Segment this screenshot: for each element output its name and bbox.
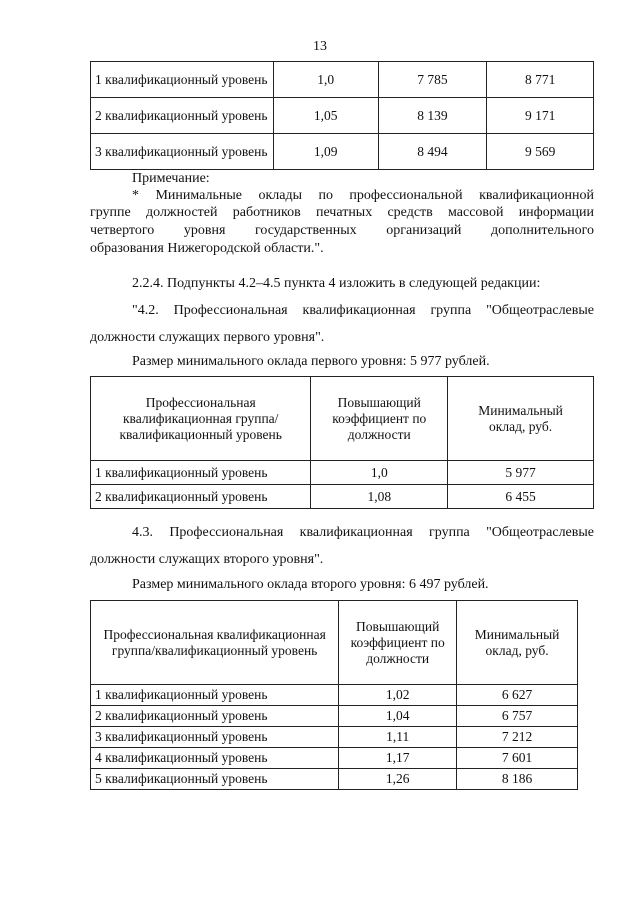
level-cell: 2 квалификационный уровень [91, 98, 274, 134]
header-group: Профессиональная квалификационная группа/квалификационный уровень [91, 601, 339, 685]
salary-cell: 8 186 [457, 769, 578, 790]
table-row [91, 134, 594, 170]
coef-cell: 1,05 [273, 98, 378, 134]
level-cell: 4 квалификационный уровень [91, 748, 339, 769]
section-4-3-heading: 4.3. Профессиональная квалификационная группа "Общеотраслевые [132, 525, 594, 540]
header-salary: Минимальный оклад, руб. [448, 377, 594, 461]
table-row [91, 748, 578, 769]
note-line: группе должностей работников печатных средств массовой информации [90, 205, 594, 220]
header-coefficient: Повышающий коэффициент по должности [339, 601, 457, 685]
salary-cell: 7 212 [457, 727, 578, 748]
section-4-2-heading-cont: должности служащих первого уровня". [90, 330, 325, 345]
salary-cell: 7 785 [378, 62, 487, 98]
table-row [91, 461, 594, 485]
page-number: 13 [313, 39, 327, 54]
level-cell: 1 квалификационный уровень [91, 461, 311, 485]
paragraph-2-2-4: 2.2.4. Подпункты 4.2–4.5 пункта 4 изложить в следующей редакции: [132, 276, 541, 291]
note-title: Примечание: [132, 171, 210, 186]
section-4-2-salary: Размер минимального оклада первого уровня: 5 977 рублей. [132, 354, 490, 369]
section-4-3-heading-cont: должности служащих второго уровня". [90, 552, 324, 567]
header-group: Профессиональная квалификационная группа/квалификационный уровень [91, 377, 311, 461]
table-header-row [91, 601, 578, 685]
table-row [91, 485, 594, 509]
coef-cell: 1,09 [273, 134, 378, 170]
coef-cell: 1,04 [339, 706, 457, 727]
table-continuation [90, 61, 594, 170]
level-cell: 2 квалификационный уровень [91, 485, 311, 509]
level-cell: 3 квалификационный уровень [91, 727, 339, 748]
salary-cell: 6 455 [448, 485, 594, 509]
salary-cell: 9 569 [487, 134, 594, 170]
table-row [91, 727, 578, 748]
coef-cell: 1,17 [339, 748, 457, 769]
coef-cell: 1,11 [339, 727, 457, 748]
salary-cell: 7 601 [457, 748, 578, 769]
level-cell: 1 квалификационный уровень [91, 685, 339, 706]
section-4-2-heading: "4.2. Профессиональная квалификационная группа "Общеотраслевые [132, 303, 594, 318]
level-cell: 3 квалификационный уровень [91, 134, 274, 170]
coef-cell: 1,08 [311, 485, 448, 509]
level-cell: 2 квалификационный уровень [91, 706, 339, 727]
header-coefficient: Повышающий коэффициент по должности [311, 377, 448, 461]
salary-cell: 6 757 [457, 706, 578, 727]
table-header-row [91, 377, 594, 461]
header-salary: Минимальный оклад, руб. [457, 601, 578, 685]
table-row [91, 706, 578, 727]
table-row [91, 685, 578, 706]
table-row [91, 62, 594, 98]
section-4-3-salary: Размер минимального оклада второго уровня: 6 497 рублей. [132, 577, 489, 592]
note-line: образования Нижегородской области.". [90, 241, 324, 256]
level-cell: 5 квалификационный уровень [91, 769, 339, 790]
table-row [91, 769, 578, 790]
salary-cell: 6 627 [457, 685, 578, 706]
coef-cell: 1,0 [273, 62, 378, 98]
note-line: * Минимальные оклады по профессиональной квалификационной [132, 188, 594, 203]
coef-cell: 1,26 [339, 769, 457, 790]
coef-cell: 1,02 [339, 685, 457, 706]
salary-cell: 8 494 [378, 134, 487, 170]
table-level-1 [90, 376, 594, 509]
salary-cell: 8 139 [378, 98, 487, 134]
salary-cell: 9 171 [487, 98, 594, 134]
table-row [91, 98, 594, 134]
note-line: четвертого уровня государственных организаций дополнительного [90, 223, 594, 238]
salary-cell: 5 977 [448, 461, 594, 485]
coef-cell: 1,0 [311, 461, 448, 485]
salary-cell: 8 771 [487, 62, 594, 98]
table-level-2 [90, 600, 578, 790]
level-cell: 1 квалификационный уровень [91, 62, 274, 98]
